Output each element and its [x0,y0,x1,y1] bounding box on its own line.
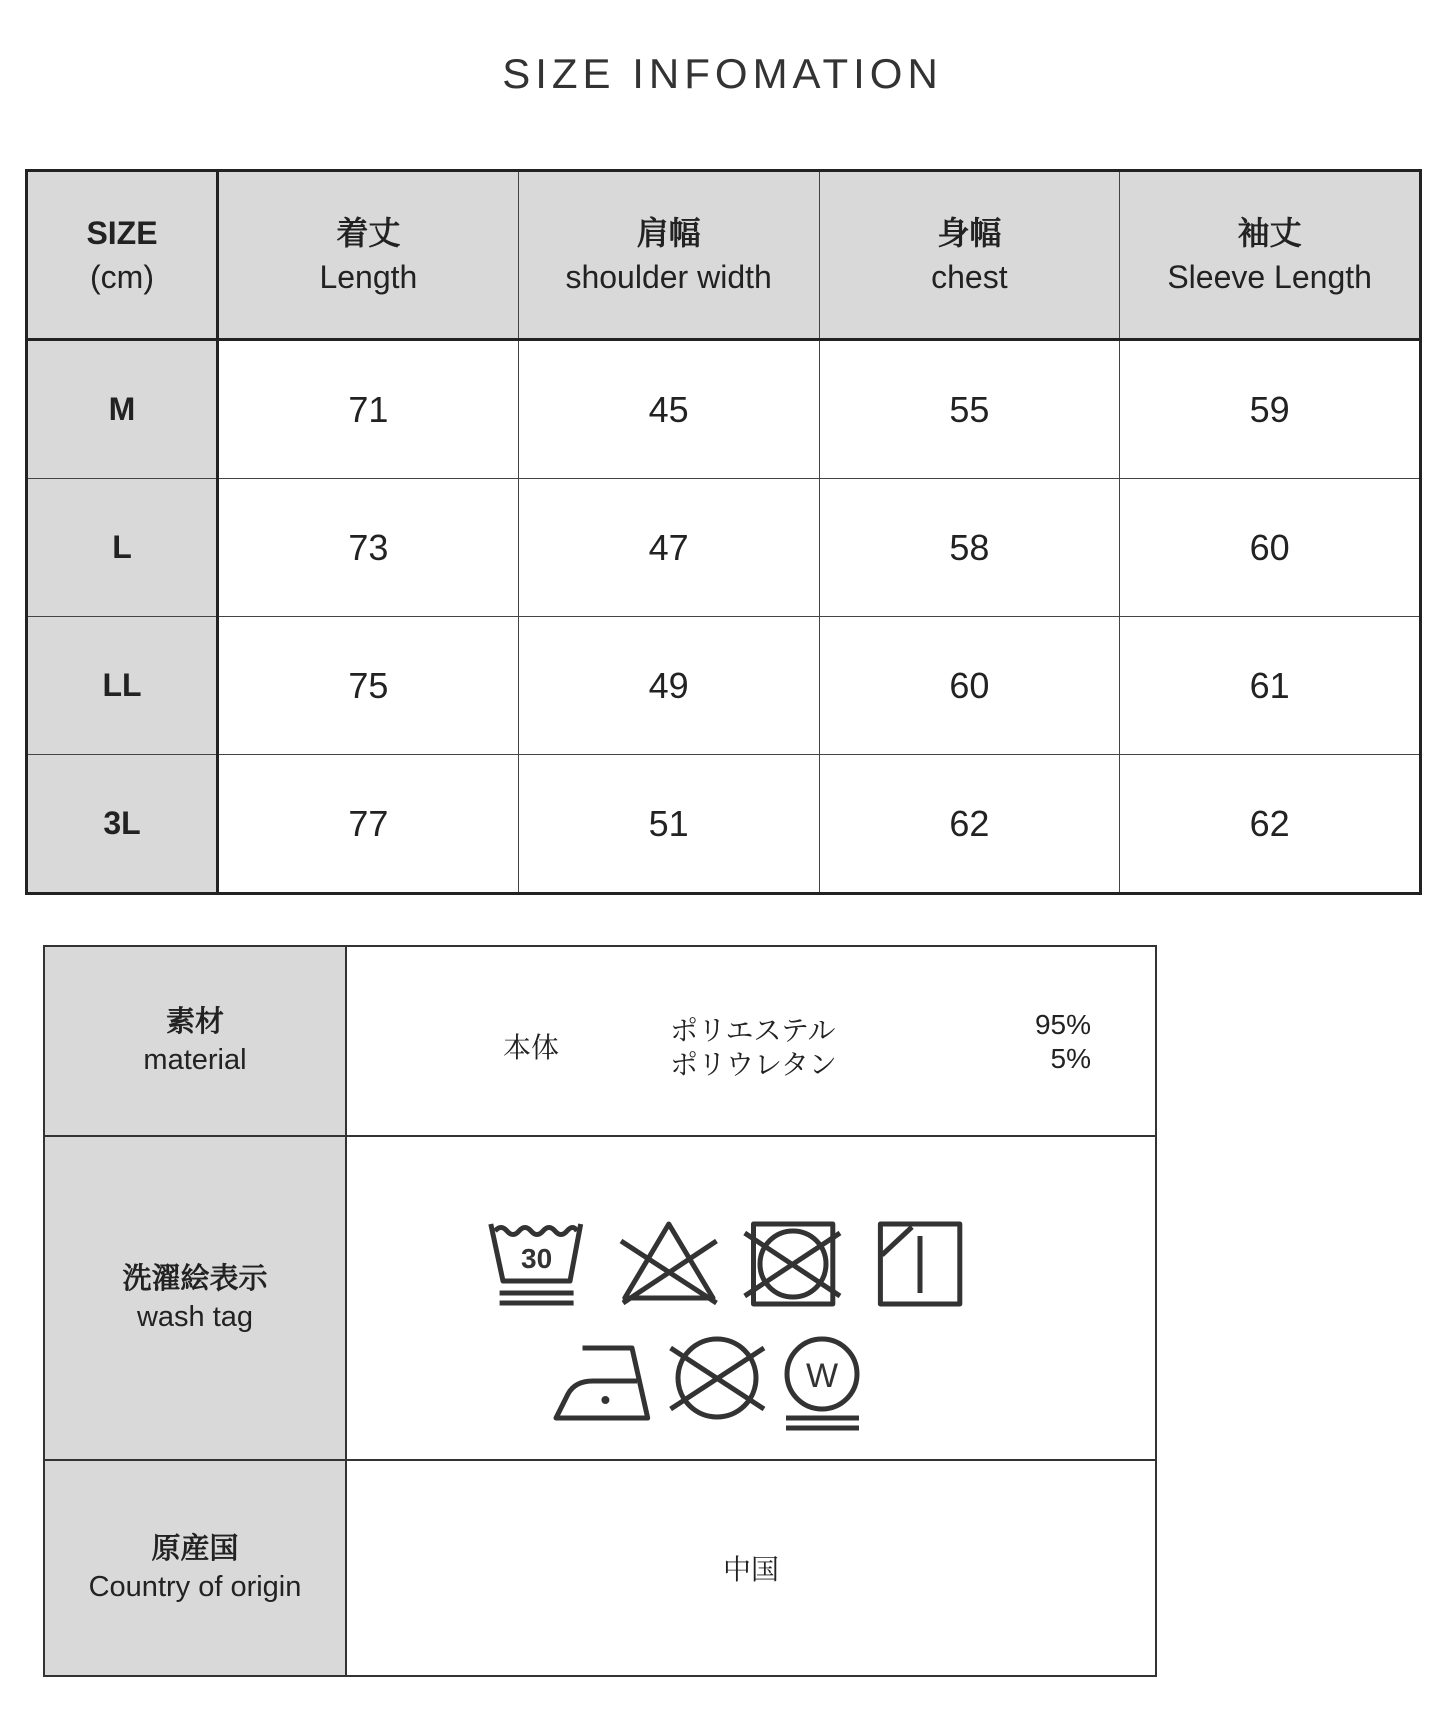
label-jp: 原産国 [151,1533,239,1565]
table-row [27,617,1421,755]
cell: 60 [1120,479,1421,617]
wet-clean-gentle-icon [786,1339,859,1428]
cell: 49 [518,617,819,755]
page-title: SIZE INFOMATION [502,50,943,97]
header-label: SIZE [86,215,158,251]
table-row [27,340,1421,479]
wet-clean-letter: W [805,1357,839,1395]
product-info-table [43,945,1157,1677]
material-label [44,946,346,1136]
no-dry-clean-icon [671,1339,764,1417]
wash-30-gentle-icon [491,1224,581,1303]
cell: 77 [218,755,519,894]
header-sublabel: chest [931,259,1008,295]
label-jp: 洗濯絵表示 [122,1263,268,1295]
header-chest [819,171,1120,340]
fabric-percent: 95% [1034,1009,1091,1040]
iron-low-icon [556,1348,648,1418]
origin-value: 中国 [346,1460,1156,1676]
cell: 61 [1120,617,1421,755]
cell: 58 [819,479,1120,617]
no-bleach-icon [621,1224,717,1303]
cell: 51 [518,755,819,894]
no-tumble-dry-icon [745,1224,840,1304]
header-sublabel: (cm) [90,259,154,295]
size-label: LL [27,617,218,755]
wash-icons [452,1161,1002,1461]
cell: 62 [819,755,1120,894]
header-sleeve [1120,171,1421,340]
size-table [25,169,1422,895]
header-label: 着丈 [336,215,401,251]
material-value [346,946,1156,1136]
cell: 62 [1120,755,1421,894]
fabric-name: ポリエステル [670,1015,836,1046]
material-part: 本体 [503,1032,560,1063]
size-label: L [27,479,218,617]
header-sublabel: Length [319,259,418,295]
cell: 47 [518,479,819,617]
fabric-name: ポリウレタン [670,1049,837,1080]
wash-row [44,1136,1156,1460]
wash-temp: 30 [521,1243,553,1274]
size-table-header [27,171,1421,340]
cell: 73 [218,479,519,617]
header-label: 袖丈 [1237,215,1302,251]
label-en: wash tag [136,1301,254,1333]
cell: 71 [218,340,519,479]
cell: 59 [1120,340,1421,479]
header-sublabel: Sleeve Length [1167,259,1372,295]
header-label: 肩幅 [636,215,701,251]
origin-label [44,1460,346,1676]
header-size [27,171,218,340]
label-en: material [143,1044,247,1076]
wash-symbols [346,1136,1156,1460]
material-row [44,946,1156,1136]
cell: 55 [819,340,1120,479]
size-label: 3L [27,755,218,894]
label-jp: 素材 [165,1006,224,1038]
cell: 60 [819,617,1120,755]
fabric-percent: 5% [1050,1043,1091,1074]
table-row [27,755,1421,894]
header-label: 身幅 [937,215,1002,251]
label-en: Country of origin [88,1571,302,1603]
cell: 75 [218,617,519,755]
header-length [218,171,519,340]
origin-row [44,1460,1156,1676]
cell: 45 [518,340,819,479]
size-label: M [27,340,218,479]
header-shoulder [518,171,819,340]
header-sublabel: shoulder width [565,259,772,295]
table-row [27,479,1421,617]
wash-label [44,1136,346,1460]
drip-dry-shade-icon [880,1224,959,1304]
